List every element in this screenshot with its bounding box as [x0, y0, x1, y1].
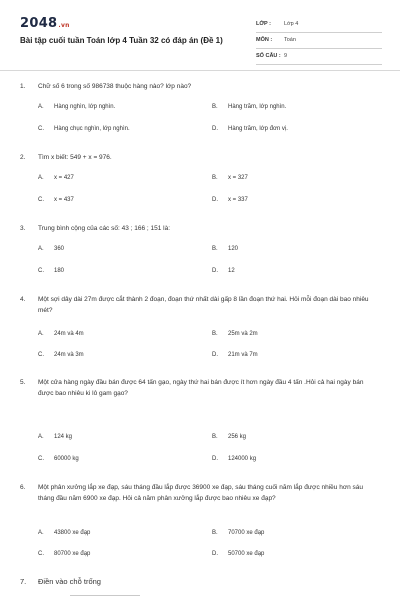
option-letter: C. [38, 352, 44, 358]
option-text: 21m và 7m [228, 352, 258, 358]
option-d[interactable] [212, 197, 248, 203]
option-letter: A. [38, 175, 44, 181]
option-text: 24m và 4m [54, 331, 84, 337]
question-number: 1. [20, 83, 26, 90]
option-letter: D. [212, 126, 218, 132]
logo-text: 2048 [20, 16, 58, 31]
option-text: 124 kg [54, 434, 73, 440]
question-text: Một cửa hàng ngày đầu bán được 64 tấn gạo, ngày thứ hai bán được ít hơn ngày đầu 4 tấn .Hỏi cả hai ngày bán được bao nhiêu ki lô gam gạo? [38, 379, 364, 397]
option-text: x = 427 [54, 175, 74, 181]
option-a[interactable] [38, 331, 84, 337]
option-c[interactable] [38, 126, 130, 132]
option-b[interactable] [212, 246, 238, 252]
site-logo[interactable] [20, 16, 70, 31]
option-text: Hàng nghìn, lớp nghìn. [54, 104, 116, 110]
option-letter: B. [212, 331, 218, 337]
question-text: Một phân xưởng lắp xe đạp, sáu tháng đầu lắp được 36900 xe đạp, sáu tháng cuối năm lắp được nhiều hơn sáu tháng đầu năm 6900 xe đạp. Hỏi cả năm phân xưởng lắp được bao nhiêu xe đạp? [38, 484, 363, 502]
option-letter: C. [38, 456, 44, 462]
option-text: x = 437 [54, 197, 74, 203]
option-d[interactable] [212, 456, 256, 462]
option-text: 50700 xe đạp [228, 551, 265, 557]
worksheet-title: Bài tập cuối tuần Toán lớp 4 Tuần 32 có đáp án (Đề 1) [20, 36, 223, 45]
option-letter: D. [212, 551, 218, 557]
option-letter: A. [38, 530, 44, 536]
option-text: 120 [228, 246, 239, 252]
option-b[interactable] [212, 331, 258, 337]
option-text: x = 327 [228, 175, 248, 181]
option-letter: D. [212, 197, 218, 203]
option-b[interactable] [212, 434, 246, 440]
meta-row-class [256, 17, 382, 33]
meta-value: Toán [284, 37, 296, 43]
meta-row-subject [256, 33, 382, 49]
question-number: 4. [20, 296, 26, 303]
question-text: Tìm x biết: 549 + x = 976. [38, 154, 112, 161]
option-letter: B. [212, 246, 218, 252]
question-text: Trung bình cộng của các số: 43 ; 166 ; 151 là: [38, 225, 171, 232]
option-text: 256 kg [228, 434, 247, 440]
answer-blank-line [70, 595, 140, 596]
option-text: 180 [54, 268, 65, 274]
option-text: 124000 kg [228, 456, 257, 462]
option-text: Hàng trăm, lớp nghìn. [228, 104, 287, 110]
question-number: 3. [20, 225, 26, 232]
option-letter: B. [212, 175, 218, 181]
question-text: Một sợi dây dài 27m được cắt thành 2 đoạn, đoạn thứ nhất dài gấp 8 lần đoạn thứ hai. Hỏi mỗi đoạn dài bao nhiêu mét? [38, 296, 369, 314]
question-number: 5. [20, 379, 26, 386]
option-c[interactable] [38, 352, 84, 358]
option-text: Hàng chục nghìn, lớp nghìn. [54, 126, 130, 132]
option-a[interactable] [38, 175, 74, 181]
header-divider [0, 70, 400, 71]
option-text: 25m và 2m [228, 331, 258, 337]
option-text: x = 337 [228, 197, 248, 203]
option-letter: C. [38, 551, 44, 557]
option-text: 43800 xe đạp [54, 530, 91, 536]
option-c[interactable] [38, 456, 79, 462]
option-letter: C. [38, 197, 44, 203]
option-b[interactable] [212, 104, 286, 110]
question-number: 7. [20, 577, 27, 586]
question-7 [20, 577, 101, 586]
option-text: 24m và 3m [54, 352, 84, 358]
option-letter: C. [38, 126, 44, 132]
question-text: Chữ số 6 trong số 986738 thuộc hàng nào? lớp nào? [38, 83, 192, 90]
meta-key: MÔN : [256, 37, 273, 43]
option-letter: A. [38, 331, 44, 337]
worksheet-header [20, 14, 382, 62]
option-letter: B. [212, 530, 218, 536]
option-c[interactable] [38, 268, 64, 274]
option-c[interactable] [38, 197, 74, 203]
option-d[interactable] [212, 551, 264, 557]
option-text: 60000 kg [54, 456, 79, 462]
option-d[interactable] [212, 352, 258, 358]
option-letter: B. [212, 104, 218, 110]
option-c[interactable] [38, 551, 90, 557]
option-d[interactable] [212, 268, 235, 274]
option-b[interactable] [212, 530, 264, 536]
meta-value: 9 [284, 53, 288, 59]
option-letter: D. [212, 456, 218, 462]
option-a[interactable] [38, 434, 72, 440]
meta-key: SỐ CÂU : [256, 53, 281, 59]
question-number: 6. [20, 484, 26, 491]
option-text: 360 [54, 246, 65, 252]
meta-value: Lớp 4 [284, 21, 299, 27]
option-text: 70700 xe đạp [228, 530, 265, 536]
option-b[interactable] [212, 175, 248, 181]
option-a[interactable] [38, 104, 115, 110]
option-text: Hàng trăm, lớp đơn vị. [228, 126, 288, 132]
logo-suffix: .vn [58, 22, 70, 29]
worksheet-meta [256, 17, 382, 65]
meta-key: LỚP : [256, 21, 271, 27]
option-a[interactable] [38, 530, 90, 536]
option-letter: D. [212, 268, 218, 274]
option-a[interactable] [38, 246, 64, 252]
option-text: 80700 xe đạp [54, 551, 91, 557]
meta-row-count [256, 49, 382, 65]
option-d[interactable] [212, 126, 288, 132]
option-letter: A. [38, 434, 44, 440]
option-letter: D. [212, 352, 218, 358]
option-letter: B. [212, 434, 218, 440]
option-letter: A. [38, 104, 44, 110]
question-text: Điền vào chỗ trống [38, 577, 101, 586]
question-number: 2. [20, 154, 26, 161]
option-text: 12 [228, 268, 235, 274]
option-letter: C. [38, 268, 44, 274]
option-letter: A. [38, 246, 44, 252]
